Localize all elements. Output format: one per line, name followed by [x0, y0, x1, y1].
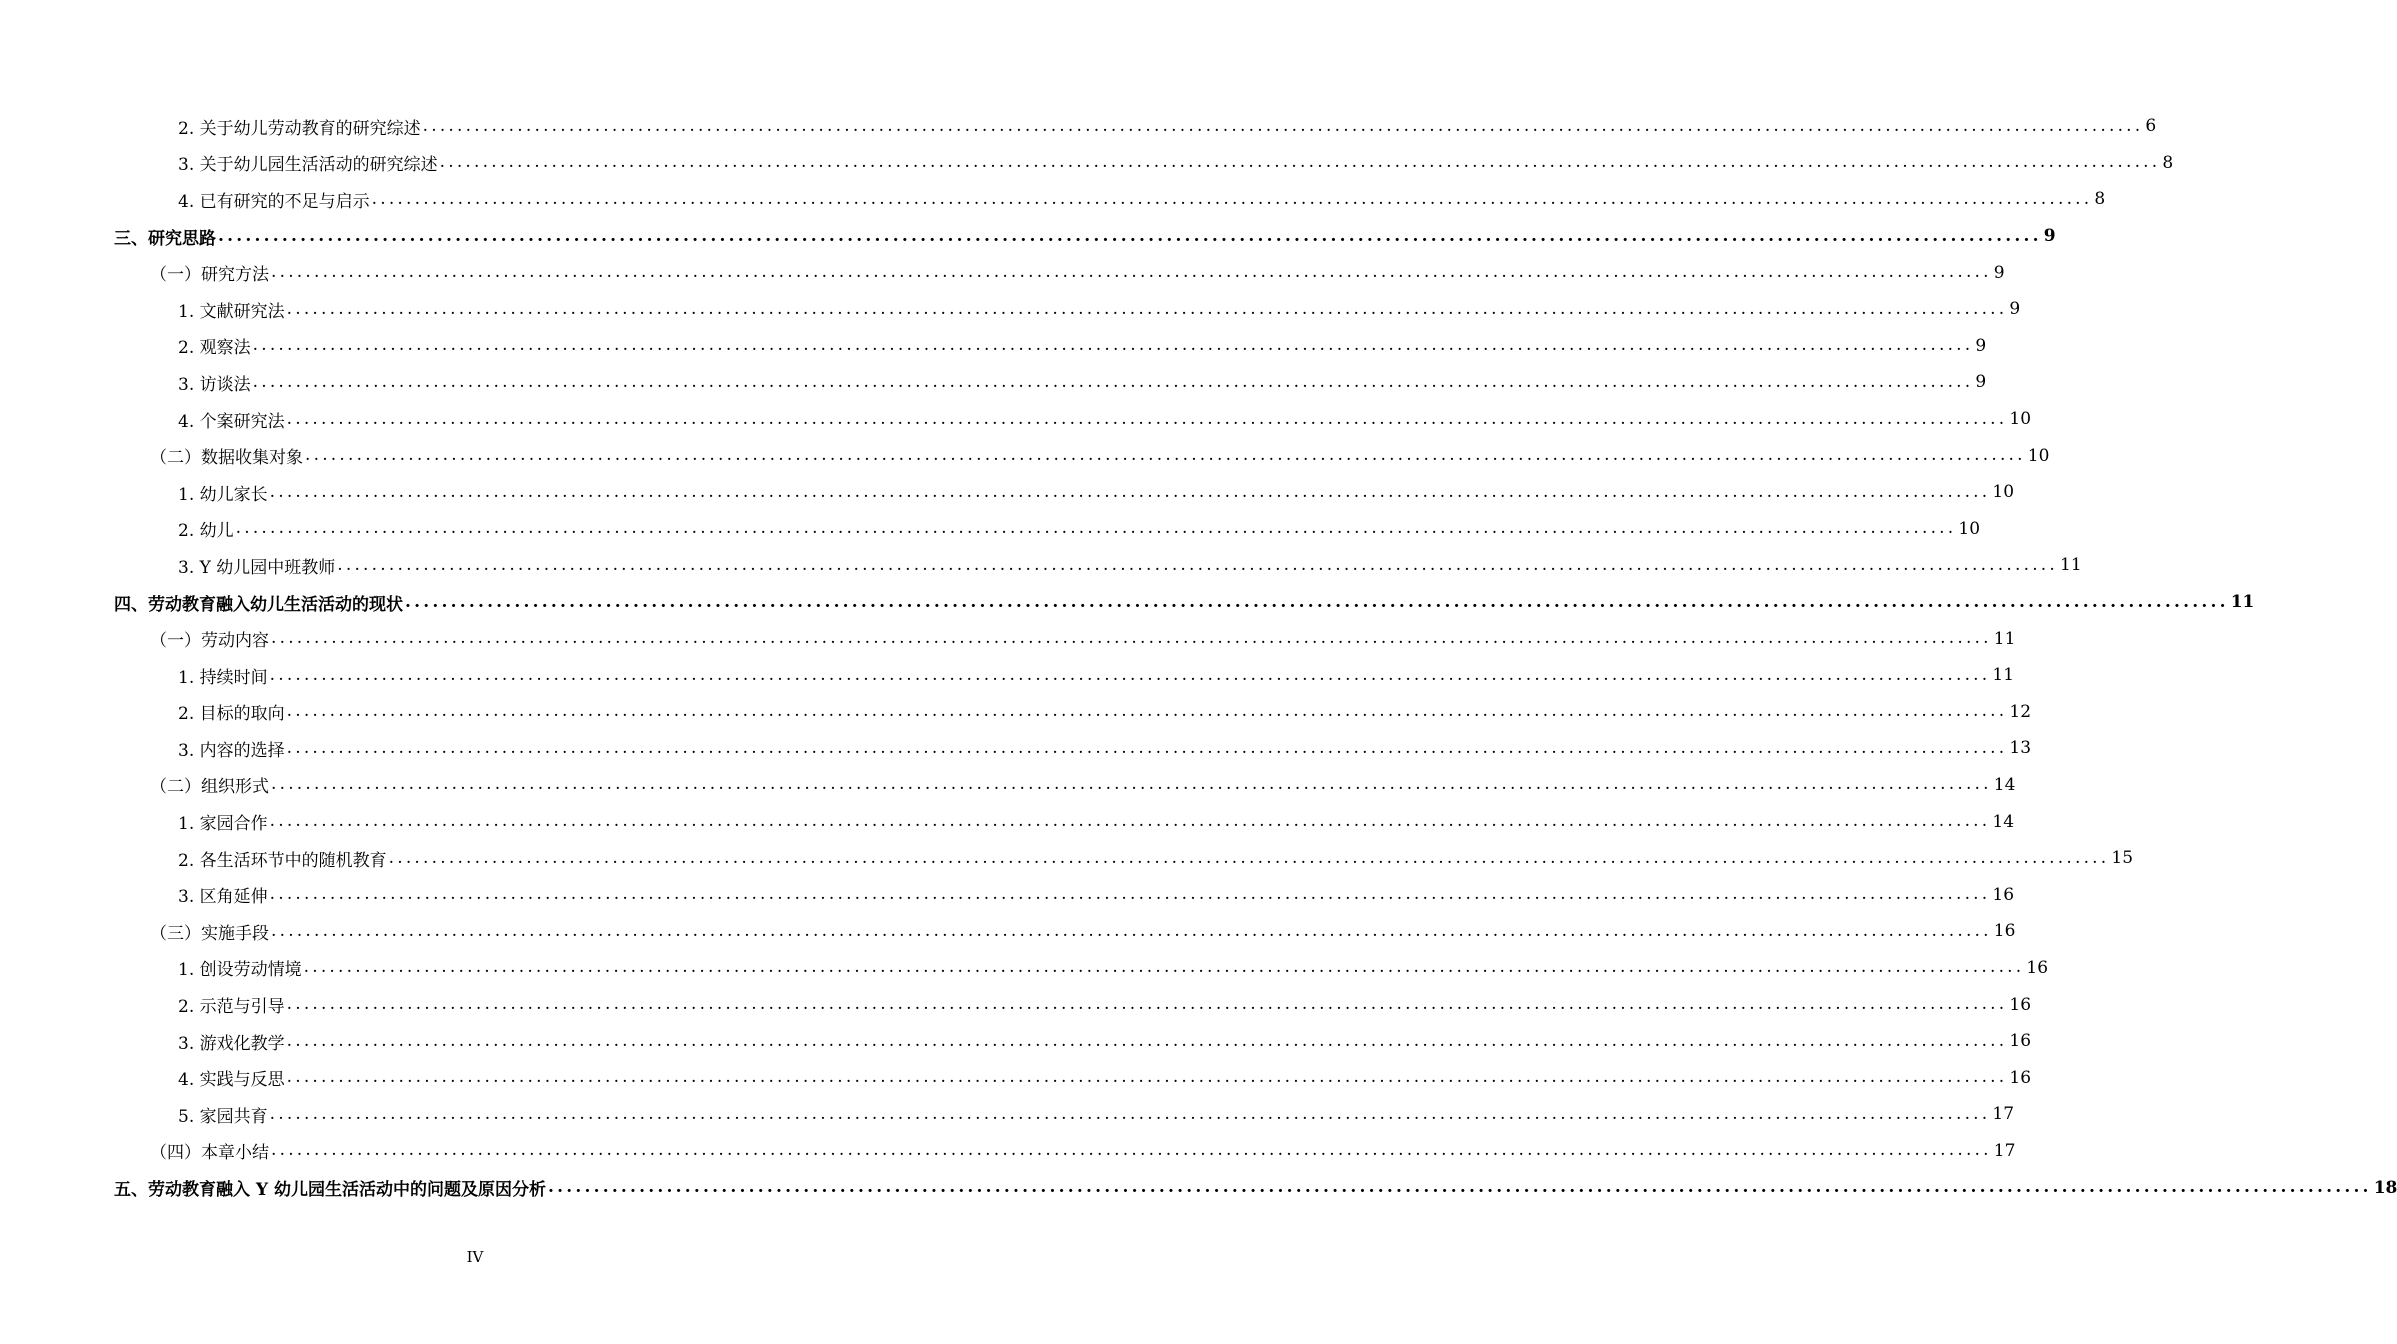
toc-dot-leader: ........................................................................................................................................................................................................ — [269, 664, 1991, 685]
toc-entry[interactable] — [0, 986, 2032, 1023]
toc-entry-page: 8 — [2094, 189, 2106, 210]
toc-entry-title: 4. 已有研究的不足与启示 — [178, 191, 370, 212]
toc-entry-title: 3. 游戏化教学 — [178, 1033, 285, 1054]
toc-entry-page: 8 — [2162, 152, 2174, 173]
toc-entry-page: 11 — [2060, 555, 2082, 576]
toc-entry[interactable] — [0, 767, 2016, 804]
toc-dot-leader: ........................................................................................................................................................................................................ — [422, 115, 2144, 136]
toc-dot-leader: ........................................................................................................................................................................................................ — [269, 884, 1991, 905]
toc-entry-title: （二）数据收集对象 — [150, 448, 303, 469]
toc-entry-page: 16 — [1992, 884, 2015, 905]
toc-dot-leader: ........................................................................................................................................................................................................ — [271, 628, 1992, 649]
toc-entry[interactable] — [0, 437, 2050, 474]
toc-dot-leader: ........................................................................................................................................................................................................ — [271, 774, 1992, 795]
toc-entry-title: 2. 观察法 — [178, 338, 251, 359]
toc-entry[interactable] — [0, 401, 2032, 438]
toc-dot-leader: ........................................................................................................................................................................................................ — [286, 701, 2008, 722]
toc-entry-page: 9 — [1993, 262, 2005, 283]
toc-entry-title: 2. 关于幼儿劳动教育的研究综述 — [178, 118, 421, 139]
toc-entry-page: 9 — [1975, 372, 1987, 393]
toc-entry-page: 16 — [2026, 957, 2049, 978]
toc-entry[interactable] — [0, 694, 2032, 731]
toc-entry-page: 13 — [2009, 738, 2032, 759]
toc-dot-leader: ........................................................................................................................................................................................................ — [371, 188, 2093, 209]
toc-entry-page: 9 — [1975, 335, 1987, 356]
toc-dot-leader: ........................................................................................................................................................................................................ — [388, 847, 2110, 868]
toc-dot-leader: ........................................................................................................................................................................................................ — [286, 408, 2008, 429]
toc-entry[interactable] — [0, 181, 2106, 218]
toc-entry-title: 3. 访谈法 — [178, 374, 251, 395]
toc-entry[interactable] — [0, 474, 2015, 511]
toc-dot-leader: ........................................................................................................................................................................................................ — [337, 554, 2059, 575]
toc-entry[interactable] — [0, 584, 2255, 621]
toc-entry[interactable] — [0, 803, 2015, 840]
toc-dot-leader: ........................................................................................................................................................................................................ — [405, 591, 2229, 612]
toc-entry-title: 2. 目标的取向 — [178, 704, 285, 725]
toc-entry[interactable] — [0, 1023, 2032, 1060]
toc-entry-title: （一）研究方法 — [150, 265, 269, 286]
toc-entry[interactable] — [0, 291, 2021, 328]
toc-entry-title: 2. 幼儿 — [178, 521, 234, 542]
toc-entry-page: 16 — [2009, 1031, 2032, 1052]
toc-entry-title: （四）本章小结 — [150, 1143, 269, 1164]
toc-entry[interactable] — [0, 657, 2015, 694]
toc-entry-title: 3. 区角延伸 — [178, 887, 268, 908]
toc-entry-page: 9 — [2009, 299, 2021, 320]
toc-entry-title: 1. 持续时间 — [178, 667, 268, 688]
toc-dot-leader: ........................................................................................................................................................................................................ — [269, 481, 1991, 502]
toc-entry-title: （三）实施手段 — [150, 923, 269, 944]
toc-dot-leader: ........................................................................................................................................................................................................ — [269, 811, 1991, 832]
toc-dot-leader: ........................................................................................................................................................................................................ — [286, 994, 2008, 1015]
toc-entry-page: 17 — [1992, 1104, 2015, 1125]
toc-dot-leader: ........................................................................................................................................................................................................ — [303, 957, 2025, 978]
toc-entry-page: 6 — [2145, 116, 2157, 137]
toc-entry-title: 5. 家园共育 — [178, 1106, 268, 1127]
toc-entry-title: 1. 创设劳动情境 — [178, 960, 302, 981]
toc-entry-page: 12 — [2009, 701, 2032, 722]
toc-entry[interactable] — [0, 108, 2157, 145]
toc-entry[interactable] — [0, 876, 2015, 913]
toc-entry-page: 10 — [1958, 518, 1981, 539]
toc-entry[interactable] — [0, 364, 1987, 401]
toc-entry-title: 四、劳动教育融入幼儿生活活动的现状 — [114, 594, 403, 615]
toc-entry-title: 1. 家园合作 — [178, 814, 268, 835]
toc-entry-page: 11 — [2230, 592, 2255, 613]
toc-entry-title: 4. 个案研究法 — [178, 411, 285, 432]
toc-entry-title: （二）组织形式 — [150, 777, 269, 798]
toc-dot-leader: ........................................................................................................................................................................................................ — [271, 920, 1992, 941]
toc-entry-page: 16 — [2009, 994, 2032, 1015]
toc-entry[interactable] — [0, 620, 2016, 657]
toc-dot-leader: ........................................................................................................................................................................................................ — [286, 1067, 2008, 1088]
toc-entry-page: 15 — [2111, 848, 2134, 869]
table-of-contents — [0, 108, 2397, 1206]
toc-entry[interactable] — [0, 840, 2134, 877]
toc-entry-page: 18 — [2373, 1177, 2397, 1198]
toc-entry-title: 3. Y 幼儿园中班教师 — [178, 557, 336, 578]
toc-entry[interactable] — [0, 254, 2005, 291]
toc-entry[interactable] — [0, 328, 1987, 365]
toc-entry-page: 10 — [2009, 409, 2032, 430]
toc-entry[interactable] — [0, 145, 2174, 182]
toc-entry[interactable] — [0, 1059, 2032, 1096]
toc-entry-title: 2. 示范与引导 — [178, 997, 285, 1018]
toc-entry[interactable] — [0, 950, 2049, 987]
page-number: IV — [466, 1248, 484, 1266]
toc-entry-title: 五、劳动教育融入 Y 幼儿园生活活动中的问题及原因分析 — [114, 1180, 546, 1201]
toc-entry[interactable] — [0, 1133, 2016, 1170]
toc-entry-title: 三、研究思路 — [114, 228, 216, 249]
toc-entry-title: 3. 关于幼儿园生活活动的研究综述 — [178, 155, 438, 176]
toc-dot-leader: ........................................................................................................................................................................................................ — [271, 262, 1992, 283]
toc-entry[interactable] — [0, 730, 2032, 767]
toc-dot-leader: ........................................................................................................................................................................................................ — [547, 1177, 2372, 1198]
toc-entry-page: 17 — [1993, 1140, 2016, 1161]
toc-dot-leader: ........................................................................................................................................................................................................ — [235, 518, 1957, 539]
toc-entry[interactable] — [0, 218, 2056, 255]
toc-entry-page: 11 — [1993, 628, 2016, 649]
toc-dot-leader: ........................................................................................................................................................................................................ — [286, 1030, 2008, 1051]
toc-entry-page: 10 — [2027, 445, 2050, 466]
toc-entry-page: 9 — [2043, 226, 2056, 247]
toc-entry-page: 16 — [1993, 921, 2016, 942]
toc-entry-title: 1. 幼儿家长 — [178, 484, 268, 505]
toc-dot-leader: ........................................................................................................................................................................................................ — [252, 371, 1974, 392]
toc-dot-leader: ........................................................................................................................................................................................................ — [218, 225, 2042, 246]
toc-entry-page: 14 — [1992, 811, 2015, 832]
toc-dot-leader: ........................................................................................................................................................................................................ — [286, 298, 2008, 319]
toc-dot-leader: ........................................................................................................................................................................................................ — [305, 445, 2026, 466]
toc-dot-leader: ........................................................................................................................................................................................................ — [286, 737, 2008, 758]
toc-entry-title: （一）劳动内容 — [150, 631, 269, 652]
toc-entry-page: 11 — [1992, 665, 2015, 686]
toc-entry[interactable] — [0, 547, 2082, 584]
toc-dot-leader: ........................................................................................................................................................................................................ — [252, 335, 1974, 356]
toc-entry-title: 1. 文献研究法 — [178, 301, 285, 322]
toc-entry-title: 4. 实践与反思 — [178, 1070, 285, 1091]
toc-dot-leader: ........................................................................................................................................................................................................ — [269, 1103, 1991, 1124]
toc-entry[interactable] — [0, 1169, 2397, 1206]
toc-entry-title: 3. 内容的选择 — [178, 740, 285, 761]
toc-dot-leader: ........................................................................................................................................................................................................ — [439, 152, 2161, 173]
toc-dot-leader: ........................................................................................................................................................................................................ — [271, 1140, 1992, 1161]
toc-entry-page: 14 — [1993, 774, 2016, 795]
toc-entry-title: 2. 各生活环节中的随机教育 — [178, 850, 387, 871]
toc-entry[interactable] — [0, 511, 1981, 548]
toc-entry-page: 16 — [2009, 1067, 2032, 1088]
toc-entry[interactable] — [0, 1096, 2015, 1133]
toc-entry[interactable] — [0, 913, 2016, 950]
toc-entry-page: 10 — [1992, 482, 2015, 503]
